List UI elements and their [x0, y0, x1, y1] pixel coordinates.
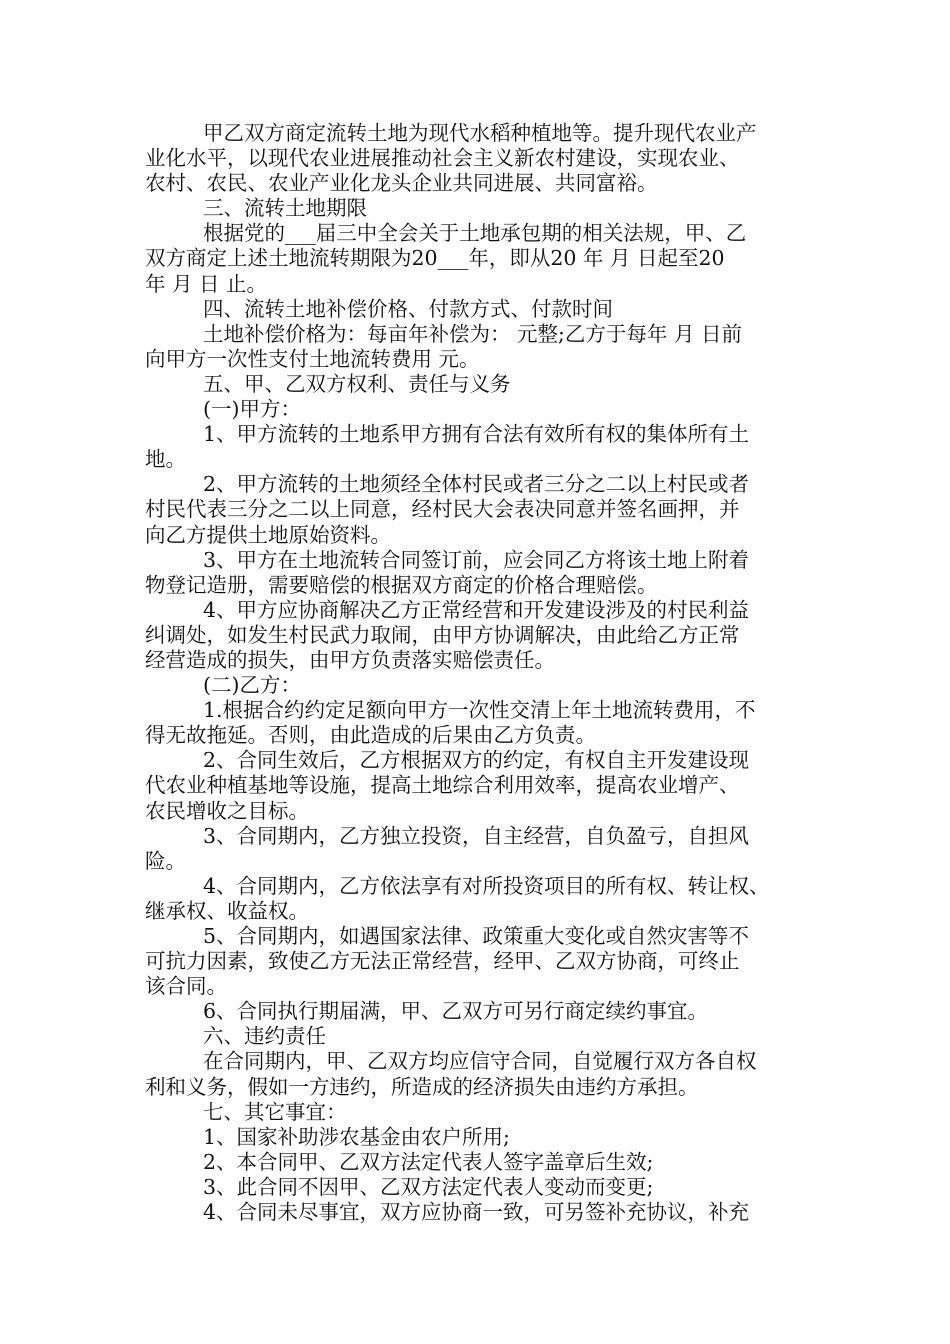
- document-line: 三、流转土地期限: [203, 196, 367, 221]
- document-line: 向乙方提供土地原始资料。: [145, 522, 391, 547]
- document-line: 2、甲方流转的土地须经全体村民或者三分之二以上村民或者: [203, 472, 750, 497]
- document-line: 2、合同生效后，乙方根据双方的约定，有权自主开发建设现: [203, 748, 750, 773]
- document-line: 七、其它事宜：: [203, 1099, 347, 1124]
- document-line: 1、甲方流转的土地系甲方拥有合法有效所有权的集体所有土: [203, 422, 750, 447]
- document-line: 5、合同期内，如遇国家法律、政策重大变化或自然灾害等不: [203, 924, 750, 948]
- document-line: 4、合同期内，乙方依法享有对所投资项目的所有权、转让权、: [203, 873, 770, 898]
- document-line: 3、甲方在土地流转合同签订前，应会同乙方将该土地上附着: [203, 547, 750, 572]
- document-line: 3、合同期内，乙方独立投资，自主经营，自负盈亏，自担风: [203, 823, 750, 848]
- document-line: 4、合同未尽事宜，双方应协商一致，可另签补充协议，补充: [203, 1200, 750, 1225]
- document-line: 地。: [145, 447, 186, 472]
- document-line: 业化水平，以现代农业进展推动社会主义新农村建设，实现农业、: [145, 146, 740, 171]
- document-line: 五、甲、乙双方权利、责任与义务: [203, 371, 511, 396]
- document-line: 农民增收之目标。: [145, 798, 309, 823]
- document-line: 在合同期内，甲、乙双方均应信守合同，自觉履行双方各自权: [203, 1049, 757, 1074]
- document-line: 经营造成的损失，由甲方负责落实赔偿责任。: [145, 647, 555, 672]
- document-line: 4、甲方应协商解决乙方正常经营和开发建设涉及的村民利益: [203, 597, 750, 622]
- document-line: 六、违约责任: [203, 1024, 326, 1049]
- document-line: 6、合同执行期届满，甲、乙双方可另行商定续约事宜。: [203, 999, 709, 1024]
- document-line: 险。: [145, 848, 186, 873]
- document-line: 农村、农民、农业产业化龙头企业共同进展、共同富裕。: [145, 171, 658, 196]
- document-line: 3、此合同不因甲、乙双方法定代表人变动而变更;: [203, 1174, 654, 1199]
- document-body: [145, 121, 810, 1225]
- document-line: 根据党的___届三中全会关于土地承包期的相关法规，甲、乙: [203, 221, 747, 246]
- document-line: (二)乙方：: [203, 673, 301, 698]
- document-line: 1、国家补助涉农基金由农户所用;: [203, 1124, 510, 1149]
- document-line: 继承权、收益权。: [145, 898, 309, 923]
- document-line: 向甲方一次性支付土地流转费用 元。: [145, 346, 480, 371]
- document-line: 村民代表三分之二以上同意，经村民大会表决同意并签名画押，并: [145, 497, 740, 522]
- document-line: 纠调处，如发生村民武力取闹，由甲方协调解决，由此给乙方正常: [145, 622, 740, 647]
- document-line: 1.根据合约约定足额向甲方一次性交清上年土地流转费用，不: [203, 698, 756, 723]
- document-line: 甲乙双方商定流转土地为现代水稻种植地等。提升现代农业产: [203, 121, 757, 145]
- document-line: 2、本合同甲、乙双方法定代表人签字盖章后生效;: [203, 1149, 654, 1174]
- document-line: 四、流转土地补偿价格、付款方式、付款时间: [203, 296, 613, 321]
- document-line: 利和义务，假如一方违约，所造成的经济损失由违约方承担。: [145, 1074, 699, 1099]
- document-line: 代农业种植基地等设施，提高土地综合利用效率，提高农业增产、: [145, 773, 740, 798]
- document-line: 该合同。: [145, 974, 227, 999]
- document-line: 得无故拖延。否则，由此造成的后果由乙方负责。: [145, 723, 596, 748]
- document-line: 可抗力因素，致使乙方无法正常经营，经甲、乙双方协商，可终止: [145, 949, 740, 974]
- document-line: 物登记造册，需要赔偿的根据双方商定的价格合理赔偿。: [145, 572, 658, 597]
- document-line: 双方商定上述土地流转期限为20___年，即从20 年 月 日起至20: [145, 246, 725, 271]
- document-line: 土地补偿价格为：每亩年补偿为： 元整;乙方于每年 月 日前: [203, 321, 742, 346]
- document-line: 年 月 日 止。: [145, 271, 268, 296]
- document-line: (一)甲方：: [203, 397, 301, 422]
